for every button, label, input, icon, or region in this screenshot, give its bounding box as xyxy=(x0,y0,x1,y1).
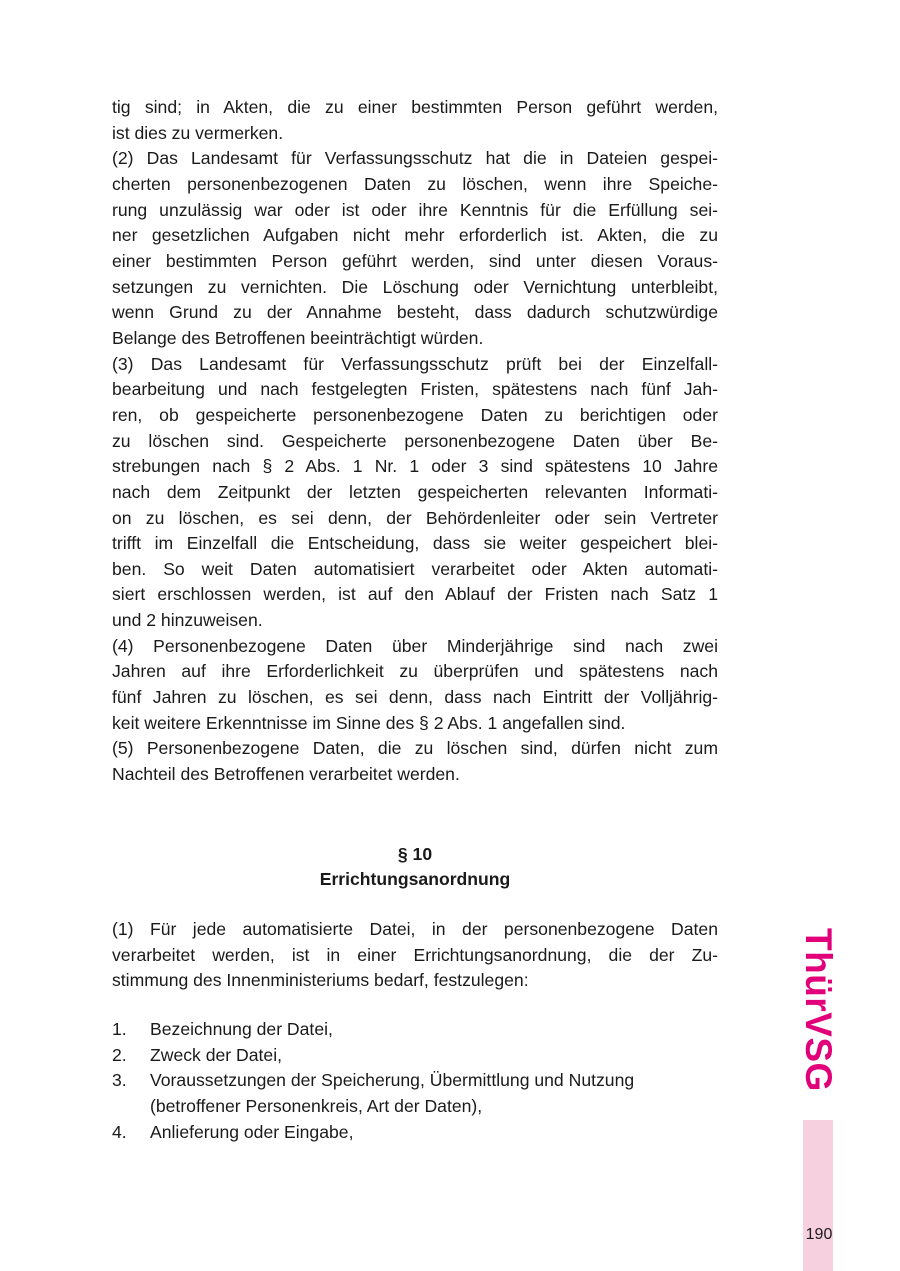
page-tab xyxy=(803,1120,833,1271)
list-text: Voraussetzungen der Speicherung, Übermittlung und Nutzung xyxy=(150,1070,635,1091)
text-line: ist dies zu vermerken. xyxy=(112,122,284,143)
text-line: keit weitere Erkenntnisse im Sinne des § 2 Abs. 1 angefallen sind. xyxy=(112,712,626,733)
text-line: Jahren auf ihre Erforderlichkeit zu überprüfen und spätestens nach xyxy=(112,661,718,682)
list-number: 4. xyxy=(112,1121,127,1142)
list-text: Bezeichnung der Datei, xyxy=(150,1019,333,1039)
text-line: fünf Jahren zu löschen, es sei denn, dass nach Eintritt der Volljährig- xyxy=(112,687,718,708)
text-line: ben. So weit Daten automatisiert verarbeitet oder Akten automati- xyxy=(112,558,718,579)
text-line: trifft im Einzelfall die Entscheidung, dass sie weiter gespeichert blei- xyxy=(112,533,718,554)
list-text: (betroffener Personenkreis, Art der Daten), xyxy=(150,1095,483,1116)
text-line: siert erschlossen werden, ist auf den Ablauf der Fristen nach Satz 1 xyxy=(112,584,718,605)
text-line: tig sind; in Akten, die zu einer bestimmten Person geführt werden, xyxy=(112,97,718,117)
text-line: verarbeitet werden, ist in einer Errichtungsanordnung, die der Zu- xyxy=(112,944,718,965)
list-number: 1. xyxy=(112,1019,127,1039)
list-item xyxy=(112,1043,718,1069)
enumerated-list xyxy=(112,1017,718,1145)
text-line: cherten personenbezogenen Daten zu löschen, wenn ihre Speiche- xyxy=(112,173,718,194)
list-number: 2. xyxy=(112,1044,127,1065)
text-line: stimmung des Innenministeriums bedarf, festzulegen: xyxy=(112,970,529,991)
text-line: ner gesetzlichen Aufgaben nicht mehr erforderlich ist. Akten, die zu xyxy=(112,225,718,246)
list-text: Zweck der Datei, xyxy=(150,1044,282,1065)
text-line: rung unzulässig war oder ist oder ihre Kenntnis für die Erfüllung sei- xyxy=(112,199,718,220)
list-item xyxy=(112,1120,718,1146)
section-heading xyxy=(112,842,718,892)
list-item xyxy=(112,1017,718,1043)
text-line: strebungen nach § 2 Abs. 1 Nr. 1 oder 3 sind spätestens 10 Jahre xyxy=(112,456,718,477)
text-line: nach dem Zeitpunkt der letzten gespeicherten relevanten Informati- xyxy=(112,481,718,502)
text-line: (2) Das Landesamt für Verfassungsschutz hat die in Dateien gespei- xyxy=(112,148,718,169)
section-title: Errichtungsanordnung xyxy=(319,869,511,889)
text-line: bearbeitung und nach festgelegten Fristen, spätestens nach fünf Jah- xyxy=(112,379,718,400)
text-line: zu löschen sind. Gespeicherte personenbezogene Daten über Be- xyxy=(112,430,718,451)
text-line: (1) Für jede automatisierte Datei, in der personenbezogene Daten xyxy=(112,919,718,939)
section-paragraph xyxy=(112,917,718,994)
text-line: on zu löschen, es sei denn, der Behördenleiter oder sein Vertreter xyxy=(112,507,718,528)
text-line: (3) Das Landesamt für Verfassungsschutz prüft bei der Einzelfall- xyxy=(112,353,718,374)
text-line: Nachteil des Betroffenen verarbeitet werden. xyxy=(112,764,460,785)
side-title: ThürVSG xyxy=(798,928,839,1092)
text-line: setzungen zu vernichten. Die Löschung oder Vernichtung unterbleibt, xyxy=(112,276,718,297)
list-item xyxy=(112,1068,718,1119)
text-line: (5) Personenbezogene Daten, die zu löschen sind, dürfen nicht zum xyxy=(112,738,718,759)
list-number: 3. xyxy=(112,1070,127,1091)
text-line: und 2 hinzuweisen. xyxy=(112,610,263,631)
list-text: Anlieferung oder Eingabe, xyxy=(150,1121,354,1142)
text-line: einer bestimmten Person geführt werden, sind unter diesen Voraus- xyxy=(112,250,718,271)
section-number: § 10 xyxy=(397,844,433,864)
page-number: 190 xyxy=(805,1226,833,1243)
text-line: Belange des Betroffenen beeinträchtigt würden. xyxy=(112,327,484,348)
text-line: (4) Personenbezogene Daten über Minderjährige sind nach zwei xyxy=(112,635,718,656)
body-text xyxy=(112,95,718,788)
text-line: ren, ob gespeicherte personenbezogene Daten zu berichtigen oder xyxy=(112,404,718,425)
text-line: wenn Grund zu der Annahme besteht, dass dadurch schutzwürdige xyxy=(112,302,718,323)
